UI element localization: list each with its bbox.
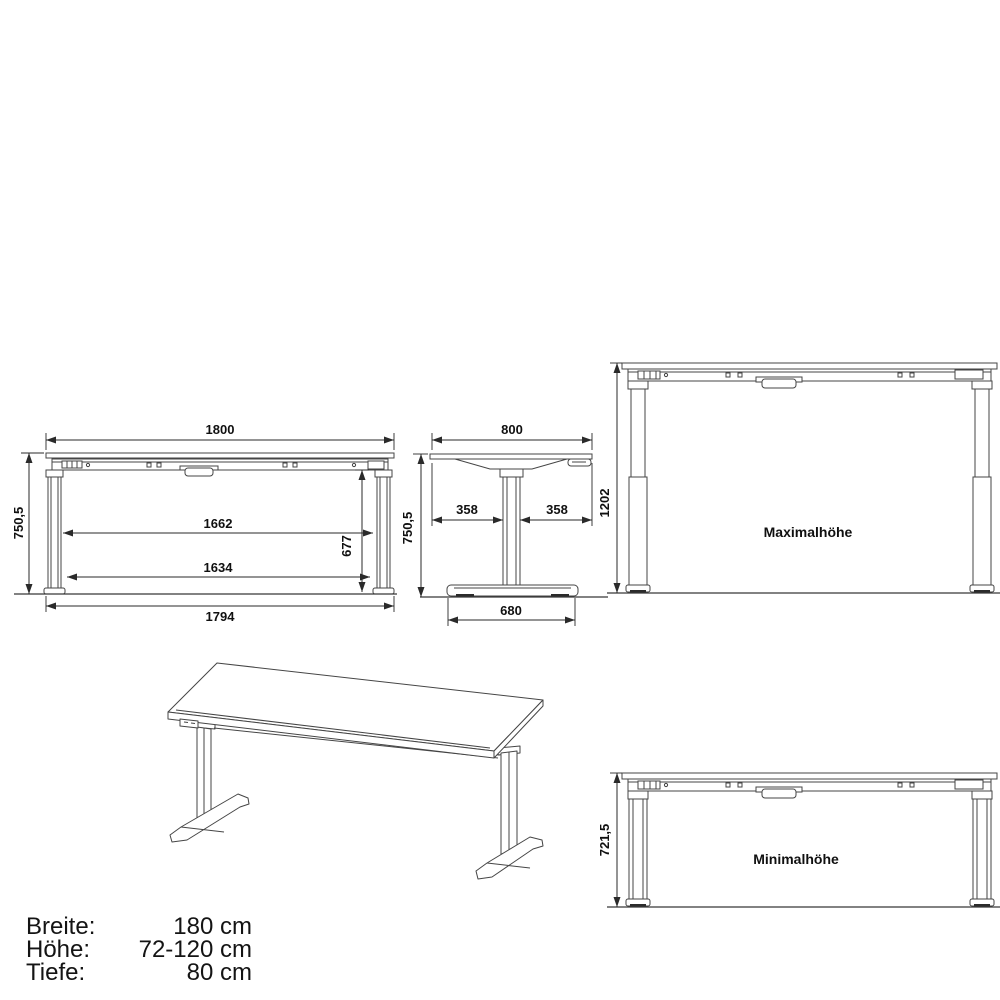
dim-label-leg-inner-height: 677 xyxy=(339,535,354,557)
screw-icon xyxy=(147,463,151,467)
screw-icon xyxy=(738,783,742,787)
right-leg-lower xyxy=(973,477,991,585)
screw-icon xyxy=(898,783,902,787)
view-label-min-height: Minimalhöhe xyxy=(753,851,839,867)
screw-icon xyxy=(726,373,730,377)
frame-rail xyxy=(628,369,991,381)
control-box xyxy=(638,781,660,789)
perspective-view xyxy=(168,663,543,879)
leg-collar xyxy=(972,381,992,389)
screw-icon xyxy=(898,373,902,377)
screw-icon xyxy=(726,783,730,787)
leg-collar xyxy=(46,470,63,477)
screw-icon xyxy=(157,463,161,467)
max-height-view xyxy=(597,363,1000,593)
screw-icon xyxy=(910,783,914,787)
right-leg-upper xyxy=(975,389,989,477)
left-foot xyxy=(44,588,65,594)
column-collar xyxy=(500,469,523,477)
screw-icon xyxy=(910,373,914,377)
dim-label-leg-span: 1634 xyxy=(203,560,233,575)
right-leg xyxy=(377,477,390,588)
dim-label-frame-inner-width: 1662 xyxy=(203,516,233,531)
spec-row-height xyxy=(26,936,252,963)
dim-label-height-left: 750,5 xyxy=(400,511,415,545)
motor-box xyxy=(185,468,213,476)
motor-box xyxy=(762,789,796,798)
spec-table xyxy=(26,913,252,986)
support-bracket xyxy=(455,459,567,469)
side-elevation-view xyxy=(400,422,608,626)
left-leg xyxy=(629,799,647,899)
dim-label-overall-width: 1794 xyxy=(205,609,235,624)
leg-collar xyxy=(628,791,648,799)
dim-label-max-height: 1202 xyxy=(597,488,612,518)
right-leg xyxy=(973,799,991,899)
spec-label: Höhe: xyxy=(26,936,91,963)
dim-label-depth-top: 800 xyxy=(501,422,523,437)
center-column xyxy=(503,477,520,585)
spec-row-width xyxy=(26,913,252,940)
motor-box xyxy=(762,379,796,388)
dim-label-base-depth: 680 xyxy=(500,603,522,618)
dim-label-min-height: 721,5 xyxy=(597,823,612,857)
spec-label: Tiefe: xyxy=(26,959,86,986)
dim-label-back-half: 358 xyxy=(546,502,568,517)
screw-icon xyxy=(283,463,287,467)
tabletop-side xyxy=(430,454,592,459)
spec-value: 72-120 cm xyxy=(138,936,252,963)
spec-value: 180 cm xyxy=(173,913,252,940)
rail-end-bracket xyxy=(955,370,983,379)
tabletop-front xyxy=(46,453,394,458)
frame-rail xyxy=(52,459,388,470)
leg-collar xyxy=(972,791,992,799)
spec-row-depth xyxy=(26,959,252,986)
dim-label-height-left: 750,5 xyxy=(11,506,26,540)
tabletop xyxy=(622,773,997,779)
left-leg-lower xyxy=(629,477,647,585)
spec-label: Breite: xyxy=(26,913,96,940)
leg-collar xyxy=(628,381,648,389)
spec-value: 80 cm xyxy=(186,959,252,986)
front-elevation-view xyxy=(11,422,397,624)
screw-icon xyxy=(738,373,742,377)
screw-icon xyxy=(293,463,297,467)
control-pad xyxy=(180,719,198,728)
rail-end-bracket xyxy=(955,780,983,789)
leg-collar xyxy=(375,470,392,477)
rail-end-bracket xyxy=(368,461,384,469)
min-height-view xyxy=(597,773,1000,907)
control-box xyxy=(638,371,660,379)
left-leg xyxy=(48,477,61,588)
tabletop xyxy=(622,363,997,369)
frame-rail xyxy=(628,779,991,791)
left-leg-upper xyxy=(631,389,645,477)
right-foot xyxy=(373,588,394,594)
view-label-max-height: Maximalhöhe xyxy=(763,524,853,540)
dim-label-front-half: 358 xyxy=(456,502,478,517)
dim-label-width-top: 1800 xyxy=(205,422,235,437)
